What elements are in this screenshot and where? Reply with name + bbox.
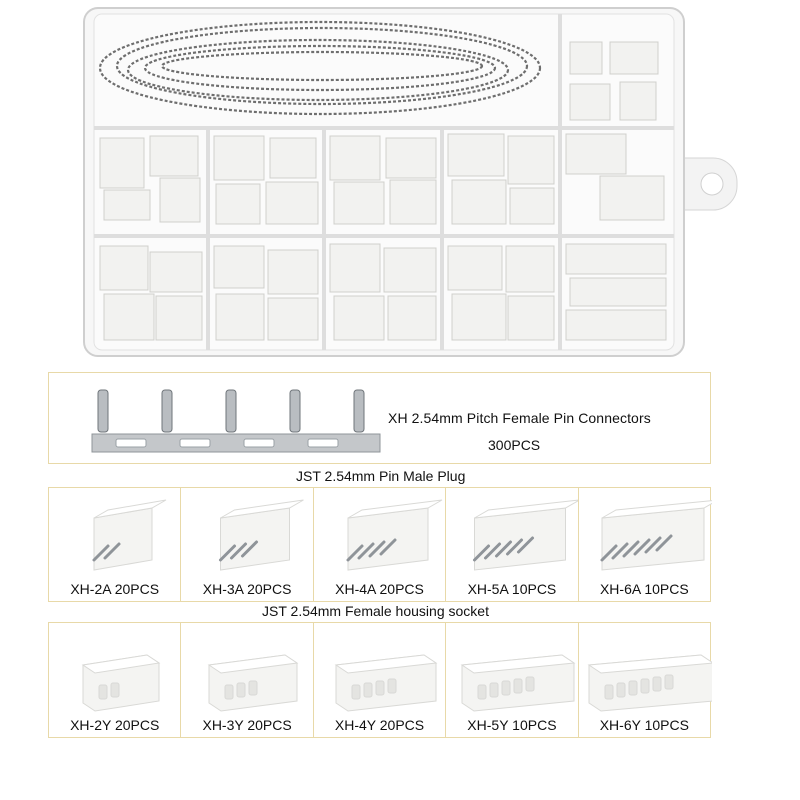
housing-slot bbox=[364, 683, 372, 697]
housing-slot bbox=[388, 679, 396, 693]
plug-body bbox=[602, 508, 704, 570]
male-plug-label: XH-5A 10PCS bbox=[467, 581, 557, 597]
female-housing-label: XH-6Y 10PCS bbox=[599, 717, 689, 733]
housing-slot bbox=[605, 685, 613, 699]
male-plug-cell-5a bbox=[445, 487, 578, 602]
plug-body bbox=[94, 508, 152, 570]
male-plug-label: XH-4A 20PCS bbox=[335, 581, 424, 597]
housing-slot bbox=[111, 683, 119, 697]
housing-slot bbox=[352, 685, 360, 699]
male-plug-cell-6a bbox=[578, 487, 711, 602]
housing-slot bbox=[249, 681, 257, 695]
male-plug-cell-4a bbox=[313, 487, 446, 602]
female-housing-cell-2y bbox=[48, 622, 181, 738]
female-housing-grid bbox=[48, 622, 711, 738]
male-plug-cell-3a bbox=[180, 487, 313, 602]
housing-slot bbox=[653, 677, 661, 691]
female-housing-cell-5y bbox=[445, 622, 578, 738]
housing-slot bbox=[514, 679, 522, 693]
female-housing-label: XH-3Y 20PCS bbox=[202, 717, 292, 733]
housing-slot bbox=[99, 685, 107, 699]
female-pin-strip-icon bbox=[88, 382, 388, 458]
male-plug-label: XH-3A 20PCS bbox=[202, 581, 292, 597]
plug-body bbox=[475, 508, 566, 570]
connector-storage-box bbox=[0, 0, 800, 365]
housing-slot bbox=[237, 683, 245, 697]
female-housing-cell-3y bbox=[180, 622, 313, 738]
male-plug-label: XH-2A 20PCS bbox=[70, 581, 160, 597]
housing-slot bbox=[502, 681, 510, 695]
male-plug-cell-2a bbox=[48, 487, 181, 602]
housing-slot bbox=[376, 681, 384, 695]
box-latch-hole bbox=[701, 173, 723, 195]
housing-slot bbox=[478, 685, 486, 699]
housing-slot bbox=[617, 683, 625, 697]
housing-slot bbox=[629, 681, 637, 695]
female-pin-count: 300PCS bbox=[488, 437, 541, 453]
male-plug-section-title: JST 2.54mm Pin Male Plug bbox=[296, 468, 466, 484]
male-plug-label: XH-6A 10PCS bbox=[599, 581, 689, 597]
female-housing-label: XH-5Y 10PCS bbox=[467, 717, 557, 733]
plug-body bbox=[221, 508, 290, 570]
female-housing-label: XH-2Y 20PCS bbox=[70, 717, 160, 733]
housing-slot bbox=[490, 683, 498, 697]
plug-body bbox=[348, 508, 428, 570]
housing-slot bbox=[665, 675, 673, 689]
female-housing-section-title: JST 2.54mm Female housing socket bbox=[262, 603, 489, 619]
female-pin-title: XH 2.54mm Pitch Female Pin Connectors bbox=[388, 410, 651, 426]
housing-slot bbox=[526, 677, 534, 691]
female-housing-cell-6y bbox=[578, 622, 711, 738]
male-plug-grid bbox=[48, 487, 711, 602]
housing-slot bbox=[641, 679, 649, 693]
housing-slot bbox=[225, 685, 233, 699]
female-housing-cell-4y bbox=[313, 622, 446, 738]
female-housing-label: XH-4Y 20PCS bbox=[334, 717, 425, 733]
